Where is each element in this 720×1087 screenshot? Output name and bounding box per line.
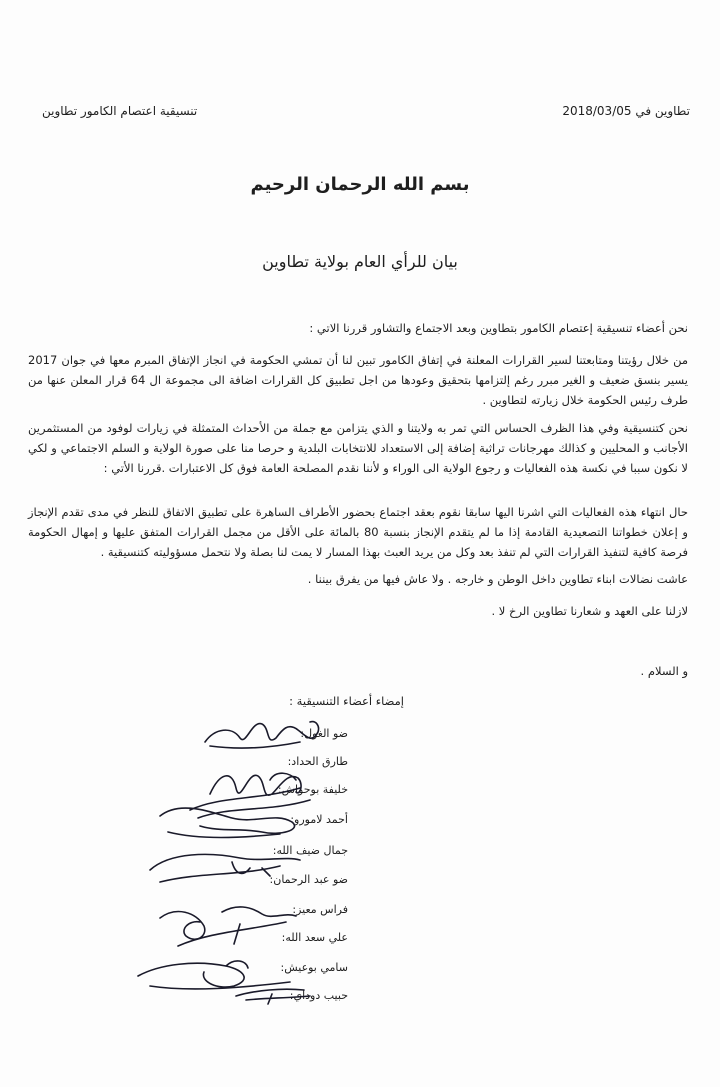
signatures-title: إمضاء أعضاء التنسيقية : xyxy=(289,694,404,708)
paragraph-decision: حال انتهاء هذه الفعاليات التي اشرنا اليها سابقا نقوم بعقد اجتماع بحضور الأطراف الساهرة على تطبيق الاتفاق للنظر في مدى تقدم الإنجاز و إعلان خطواتنا التصعيدية القادمة إذا ما لم يتقدم الإنجاز بنسبة 80 بالمائة على الأقل من مجمل القرارات المتفق عليها و إمهال الحكومة فرصة كافية لتنفيذ القرارات التي لم تنفذ بعد وكل من يريد العبث بهذا المسار لا يمت لنا بصلة ولا نتحمل مسؤوليته كتنسيقية . xyxy=(28,505,688,559)
paragraph-motto: لازلنا على العهد و شعارنا تطاوين الرخ لا . xyxy=(491,604,688,618)
member-name: حبيب دوداي: xyxy=(289,989,348,1002)
member-name: خليفة بوحواش: xyxy=(277,783,348,796)
member-name: فراس معيز: xyxy=(292,903,348,916)
basmala: بسم الله الرحمان الرحيم xyxy=(250,174,470,195)
paragraph-slogan: عاشت نضالات ابناء تطاوين داخل الوطن و خارجه . ولا عاش فيها من يفرق بيننا . xyxy=(307,572,688,586)
signature-3 xyxy=(160,808,295,837)
member-name: ضو الغول: xyxy=(300,727,348,740)
organization-name: تنسيقية اعتصام الكامور تطاوين xyxy=(42,104,198,118)
document-title: بيان للرأي العام بولاية تطاوين xyxy=(262,252,458,271)
member-name: علي سعد الله: xyxy=(281,931,348,944)
member-name: ضو عبد الرحمان: xyxy=(269,873,348,886)
signature-5 xyxy=(160,907,296,946)
member-name: سامي بوعيش: xyxy=(280,961,348,974)
paragraph-observation: من خلال رؤيتنا ومتابعتنا لسير القرارات المعلنة في إتفاق الكامور تبين لنا أن تمشي الحكومة في انجاز الإتفاق المبرم معها في جوان 2017 يسير بنسق ضعيف و الغير مبرر رغم إلتزامها بتحقيق وعودها من اجل تطبيق كل القرارات اضافة الى مجموعة ال 64 قرار المعلن عنها من طرف رئيس الحكومة خلال زيارته لتطاوين . xyxy=(28,353,688,407)
member-name: جمال ضيف الله: xyxy=(272,844,348,857)
member-name: أحمد لامورو: xyxy=(290,813,348,826)
date-line: تطاوين في 2018/03/05 xyxy=(562,104,690,118)
signature-6 xyxy=(138,961,290,989)
paragraph-context: نحن كتنسيقية وفي هذا الظرف الحساس التي تمر به ولايتنا و الذي يتزامن مع جملة من الأحداث المتمثلة في زيارات لوفود من المستثمرين الأجانب و المحليين و كذالك مهرجانات تراثية إضافة إلى الاستعداد للانتخابات البلدية و حرصا منا على صورة الولاية و السلم الاجتماعي و لكي لا نكون سببا في نكسة هذه الفعاليات و رجوع الولاية الى الوراء و لأننا نقدم المصلحة العامة فوق كل الاعتبارات .قررنا الأتي : xyxy=(28,421,688,475)
closing-line: و السلام . xyxy=(640,664,688,678)
member-name: طارق الحداد: xyxy=(287,755,348,768)
paragraph-intro: نحن أعضاء تنسيقية إعتصام الكامور بتطاوين وبعد الاجتماع والتشاور قررنا الاتي : xyxy=(309,321,688,335)
